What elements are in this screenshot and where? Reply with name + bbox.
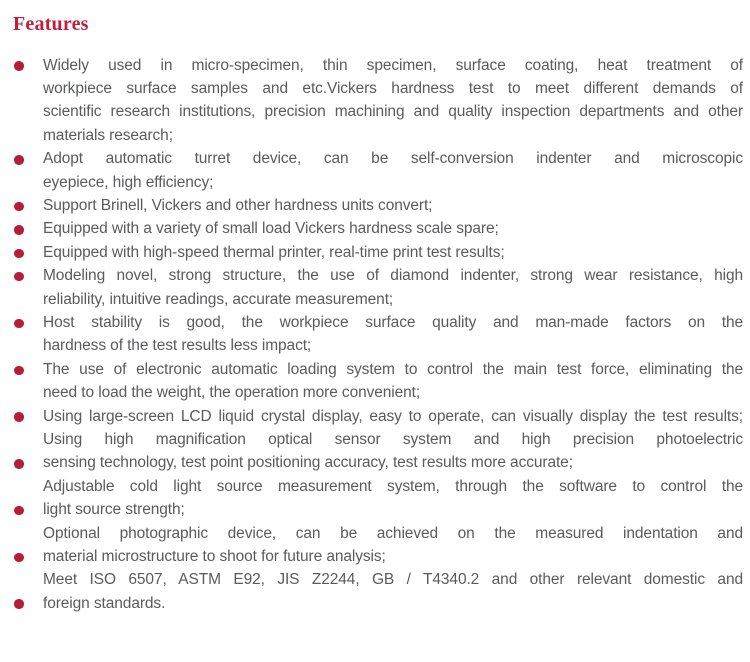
bullet-cell (14, 458, 43, 469)
feature-line-text: workpiece surface samples and etc.Vickers hardness test to meet different demands of (43, 80, 743, 98)
feature-line-text: Adopt automatic turret device, can be self-conversion indenter and microscopic (43, 150, 743, 168)
feature-line-textbox (43, 80, 743, 98)
bullet-icon (14, 319, 24, 329)
feature-line (0, 218, 750, 241)
feature-line-textbox (43, 57, 743, 75)
feature-line (0, 522, 750, 545)
feature-line-textbox (43, 478, 743, 496)
feature-line-textbox (43, 337, 743, 355)
feature-line-text: need to load the weight, the operation more convenient; (43, 384, 421, 402)
feature-line-text: Host stability is good, the workpiece surface quality and man-made factors on the (43, 313, 743, 331)
bullet-cell (14, 411, 43, 422)
bullet-icon (14, 366, 24, 376)
feature-line-textbox (43, 525, 743, 543)
feature-line-text: Equipped with a variety of small load Vickers hardness scale spare; (43, 220, 499, 238)
feature-line (0, 545, 750, 568)
feature-line (0, 148, 750, 171)
bullet-icon (14, 553, 24, 563)
bullet-icon (14, 249, 24, 259)
feature-line-text: Meet ISO 6507, ASTM E92, JIS Z2244, GB / T4340.2 and other relevant domestic and (43, 571, 743, 589)
feature-line-textbox (43, 595, 743, 613)
feature-line (0, 335, 750, 358)
bullet-icon (14, 412, 24, 422)
bullet-icon (14, 155, 24, 165)
bullet-icon (14, 459, 24, 469)
bullet-cell (14, 248, 43, 259)
bullet-icon (14, 202, 24, 212)
feature-line-text: The use of electronic automatic loading system to control the main test force, eliminating the (43, 360, 743, 378)
feature-line-textbox (43, 384, 743, 402)
feature-line-textbox (43, 267, 743, 285)
bullet-cell (14, 575, 43, 586)
bullet-cell (14, 154, 43, 165)
feature-line (0, 124, 750, 147)
feature-line-textbox (43, 431, 743, 449)
bullet-cell (14, 294, 43, 305)
feature-line (0, 194, 750, 217)
feature-line-textbox (43, 571, 743, 589)
bullet-cell (14, 60, 43, 71)
feature-line-textbox (43, 314, 743, 332)
bullet-icon (14, 225, 24, 235)
feature-line-text: Using large-screen LCD liquid crystal display, easy to operate, can visually display the test results; (43, 407, 743, 425)
feature-line-text: Widely used in micro-specimen, thin specimen, surface coating, heat treatment of (43, 56, 743, 74)
bullet-cell (14, 271, 43, 282)
bullet-cell (14, 107, 43, 118)
feature-line-textbox (43, 220, 743, 238)
bullet-icon (14, 272, 24, 282)
feature-line-textbox (43, 103, 743, 121)
bullet-cell (14, 84, 43, 95)
feature-line-text: Modeling novel, strong structure, the use of diamond indenter, strong wear resistance, high (43, 267, 743, 285)
feature-line (0, 77, 750, 100)
feature-line-text: eyepiece, high efficiency; (43, 173, 214, 191)
feature-line-textbox (43, 501, 743, 519)
page-title: Features (13, 13, 89, 35)
feature-line (0, 311, 750, 334)
feature-line-text: material microstructure to shoot for future analysis; (43, 547, 386, 565)
bullet-cell (14, 201, 43, 212)
feature-line (0, 475, 750, 498)
bullet-cell (14, 224, 43, 235)
bullet-cell (14, 598, 43, 609)
bullet-cell (14, 388, 43, 399)
bullet-cell (14, 341, 43, 352)
feature-line-text: light source strength; (43, 501, 185, 519)
feature-line (0, 358, 750, 381)
feature-line-textbox (43, 361, 743, 379)
bullet-cell (14, 505, 43, 516)
bullet-cell (14, 528, 43, 539)
bullet-cell (14, 177, 43, 188)
bullet-cell (14, 552, 43, 563)
feature-line-text: Optional photographic device, can be achieved on the measured indentation and (43, 524, 743, 542)
feature-line (0, 498, 750, 521)
feature-line (0, 171, 750, 194)
feature-line (0, 54, 750, 77)
feature-line-text: Support Brinell, Vickers and other hardness units convert; (43, 197, 433, 215)
feature-line (0, 592, 750, 615)
feature-line-text: reliability, intuitive readings, accurate measurement; (43, 290, 394, 308)
feature-line-textbox (43, 150, 743, 168)
feature-line-text: Adjustable cold light source measurement system, through the software to control the (43, 477, 743, 495)
bullet-icon (14, 599, 24, 609)
feature-line-textbox (43, 291, 743, 309)
feature-line-textbox (43, 127, 743, 145)
feature-line (0, 101, 750, 124)
bullet-cell (14, 318, 43, 329)
feature-line (0, 569, 750, 592)
feature-line-textbox (43, 174, 743, 192)
bullet-icon (14, 61, 24, 71)
bullet-cell (14, 365, 43, 376)
feature-line-textbox (43, 548, 743, 566)
bullet-cell (14, 481, 43, 492)
feature-line-textbox (43, 244, 743, 262)
feature-line-textbox (43, 408, 743, 426)
feature-line (0, 428, 750, 451)
feature-line-text: Equipped with high-speed thermal printer, real-time print test results; (43, 243, 505, 261)
feature-line (0, 265, 750, 288)
bullet-cell (14, 131, 43, 142)
feature-line (0, 241, 750, 264)
feature-line-text: hardness of the test results less impact; (43, 337, 312, 355)
feature-line-text: sensing technology, test point positioning accuracy, test results more accurate; (43, 454, 573, 472)
feature-line-text: Using high magnification optical sensor system and high precision photoelectric (43, 430, 743, 448)
feature-line-textbox (43, 454, 743, 472)
bullet-icon (14, 506, 24, 516)
feature-line-text: materials research; (43, 126, 173, 144)
feature-line (0, 381, 750, 404)
feature-line (0, 405, 750, 428)
feature-line-text: foreign standards. (43, 594, 166, 612)
features-list (0, 54, 750, 615)
feature-line-text: scientific research institutions, precision machining and quality inspection departments and other (43, 103, 743, 121)
feature-line (0, 288, 750, 311)
feature-line-textbox (43, 197, 743, 215)
bullet-cell (14, 435, 43, 446)
feature-line (0, 452, 750, 475)
